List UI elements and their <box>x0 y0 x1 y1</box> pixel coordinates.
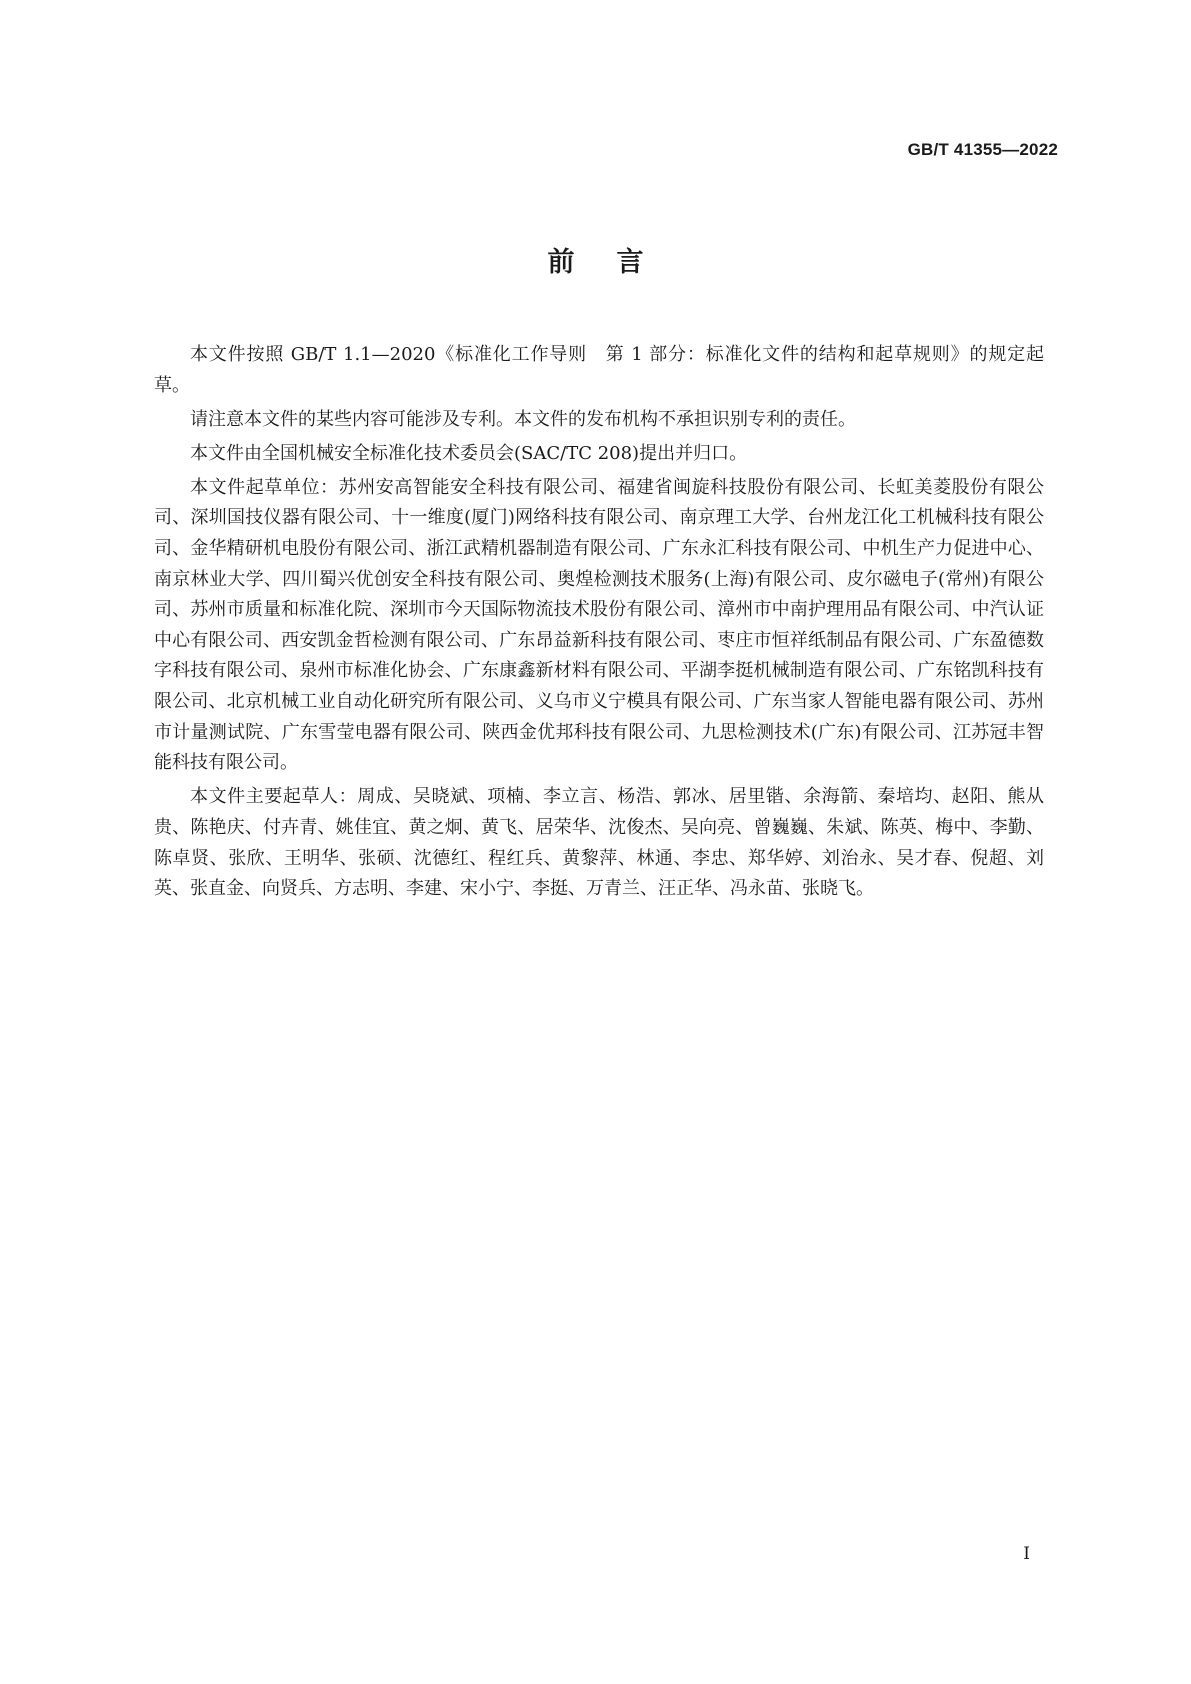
title-char-1: 前 <box>547 247 575 278</box>
title-char-2: 言 <box>616 247 644 278</box>
paragraph-patent-notice: 请注意本文件的某些内容可能涉及专利。本文件的发布机构不承担识别专利的责任。 <box>190 408 856 430</box>
foreword-body <box>154 340 1044 908</box>
standard-code: GB/T 41355—2022 <box>907 140 1058 159</box>
page-number: I <box>1023 1544 1030 1564</box>
paragraph-drafting-rules: 本文件按照 GB/T 1.1—2020《标准化工作导则 第 1 部分：标准化文件的结构和起草规则》的规定起草。 <box>154 344 1044 396</box>
paragraph-drafters: 本文件主要起草人：周成、吴晓斌、项楠、李立言、杨浩、郭冰、居里锴、余海箭、秦培均、赵阳、熊从贵、陈艳庆、付卉青、姚佳宜、黄之炯、黄飞、居荣华、沈俊杰、吴向亮、曾巍巍、朱斌、陈英、梅中、李勤、陈卓贤、张欣、王明华、张硕、沈德红、程红兵、黄黎萍、林通、李忠、郑华婷、刘治永、吴才春、倪超、刘英、张直金、向贤兵、方志明、李建、宋小宁、李挺、万青兰、汪正华、冯永苗、张晓飞。 <box>154 786 1044 900</box>
page-title <box>0 240 1191 279</box>
paragraph-drafting-units: 本文件起草单位：苏州安高智能安全科技有限公司、福建省闽旋科技股份有限公司、长虹美菱股份有限公司、深圳国技仪器有限公司、十一维度(厦门)网络科技有限公司、南京理工大学、台州龙江化工机械科技有限公司、金华精研机电股份有限公司、浙江武精机器制造有限公司、广东永汇科技有限公司、中机生产力促进中心、南京林业大学、四川蜀兴优创安全科技有限公司、奥煌检测技术服务(上海)有限公司、皮尔磁电子(常州)有限公司、苏州市质量和标准化院、深圳市今天国际物流技术股份有限公司、漳州市中南护理用品有限公司、中汽认证中心有限公司、西安凯金哲检测有限公司、广东昂益新科技有限公司、枣庄市恒祥纸制品有限公司、广东盈德数字科技有限公司、泉州市标准化协会、广东康鑫新材料有限公司、平湖李挺机械制造有限公司、广东铭凯科技有限公司、北京机械工业自动化研究所有限公司、义乌市义宁模具有限公司、广东当家人智能电器有限公司、苏州市计量测试院、广东雪莹电器有限公司、陕西金优邦科技有限公司、九思检测技术(广东)有限公司、江苏冠丰智能科技有限公司。 <box>154 476 1044 774</box>
paragraph-proposer: 本文件由全国机械安全标准化技术委员会(SAC/TC 208)提出并归口。 <box>190 442 748 464</box>
